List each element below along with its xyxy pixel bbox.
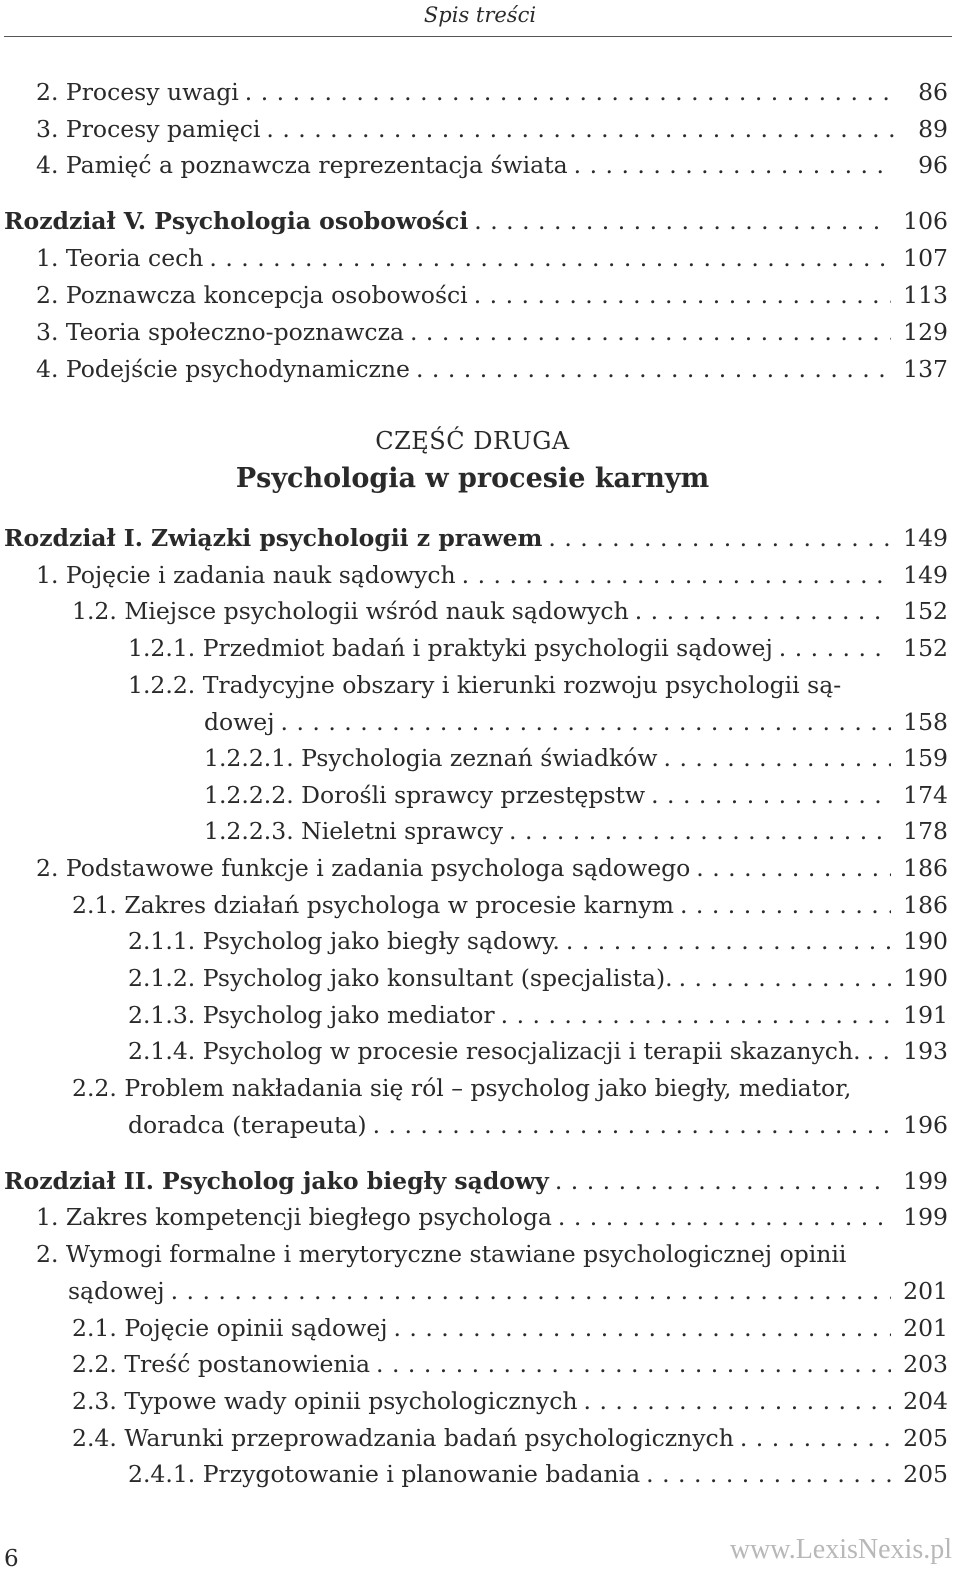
toc-page-number: 159 [903,744,948,772]
leader-dots [558,1199,891,1236]
toc-page-number: 106 [903,207,948,235]
toc-page-number: 199 [903,1203,948,1231]
leader-dots [376,1346,891,1383]
toc-page-number: 89 [918,115,948,143]
toc-page-number: 174 [903,781,948,809]
toc-entry-label: 1. Zakres kompetencji biegłego psychologa [36,1203,552,1231]
toc-entry[interactable] [72,1383,948,1420]
toc-entry-label: 2.3. Typowe wady opinii psychologicznych [72,1387,578,1415]
toc-entry[interactable] [204,777,948,814]
leader-dots [651,777,891,814]
toc-page-number: 201 [903,1277,948,1305]
toc-page-number: 129 [903,318,948,346]
toc-entry[interactable] [72,593,948,630]
toc-page-number: 193 [903,1037,948,1065]
toc-entry[interactable] [204,704,948,741]
leader-dots [501,997,892,1034]
leader-dots [635,593,891,630]
toc-entry-label[interactable]: 2.2. Problem nakładania się ról – psycholog jako biegły, mediator, [72,1074,852,1102]
leader-dots [867,1033,892,1070]
toc-entry-label: 1.2.1. Przedmiot badań i praktyki psychologii sądowej [128,634,773,662]
leader-dots [474,203,891,240]
leader-dots [584,1383,892,1420]
leader-dots [574,147,894,184]
toc-entry[interactable] [36,850,948,887]
leader-dots [664,740,892,777]
toc-entry-label: 2. Procesy uwagi [36,78,239,106]
leader-dots [474,277,891,314]
toc-entry[interactable] [128,1033,948,1070]
toc-entry-label: 2. Podstawowe funkcje i zadania psychologa sądowego [36,854,691,882]
toc-entry-label-continued: dowej [204,708,275,736]
leader-dots [740,1420,891,1457]
toc-entry[interactable] [128,630,948,667]
leader-dots [393,1310,891,1347]
toc-entry-label: 1. Pojęcie i zadania nauk sądowych [36,561,456,589]
leader-dots [509,813,891,850]
toc-entry[interactable] [68,1273,948,1310]
toc-entry-label[interactable]: 2. Wymogi formalne i merytoryczne stawiane psychologicznej opinii [36,1240,847,1268]
leader-dots [416,351,891,388]
toc-entry-label[interactable]: 1.2.2. Tradycyjne obszary i kierunki rozwoju psychologii są- [128,671,842,699]
toc-page-number: 96 [918,151,948,179]
toc-entry[interactable] [128,997,948,1034]
toc-entry[interactable] [36,277,948,314]
toc-entry[interactable] [36,74,948,111]
toc-entry-label: 1. Teoria cech [36,244,204,272]
toc-entry-label: 2.4. Warunki przeprowadzania badań psychologicznych [72,1424,734,1452]
toc-page-number: 113 [903,281,948,309]
toc-entry[interactable] [204,740,948,777]
toc-entry[interactable] [128,1456,948,1493]
toc-entry-label: 2.1.3. Psycholog jako mediator [128,1001,495,1029]
toc-entry-label: 4. Pamięć a poznawcza reprezentacja świata [36,151,568,179]
toc-entry[interactable] [36,314,948,351]
toc-page-number: 107 [903,244,948,272]
toc-page-number: 204 [903,1387,948,1415]
toc-entry[interactable] [36,111,948,148]
toc-entry[interactable] [72,1420,948,1457]
leader-dots [410,314,891,351]
toc-entry[interactable] [128,960,948,997]
toc-entry-label: 2. Poznawcza koncepcja osobowości [36,281,468,309]
toc-page-number: 137 [903,355,948,383]
toc-entry-label: 4. Podejście psychodynamiczne [36,355,410,383]
leader-dots [266,111,894,148]
toc-entry[interactable] [36,351,948,388]
part-title: Psychologia w procesie karnym [235,463,710,494]
toc-entry-label: Rozdział V. Psychologia osobowości [4,207,469,235]
toc-page-number: 191 [903,1001,948,1029]
toc-entry-label: 2.1.4. Psycholog w procesie resocjalizacji i terapii skazanych. [128,1037,861,1065]
toc-page-number: 190 [903,927,948,955]
toc-entry[interactable] [36,557,948,594]
toc-entry-label-continued: sądowej [68,1277,165,1305]
toc-page-number: 201 [903,1314,948,1342]
toc-entry[interactable] [72,1310,948,1347]
leader-dots [555,1163,891,1200]
toc-page-number: 178 [903,817,948,845]
toc-page-number: 86 [918,78,948,106]
toc-entry[interactable] [36,147,948,184]
toc-entry[interactable] [128,923,948,960]
toc-entry[interactable] [204,813,948,850]
toc-entry-label: 1.2.2.2. Dorośli sprawcy przestępstw [204,781,646,809]
toc-chapter-entry[interactable] [4,1163,948,1200]
toc-page-number: 205 [903,1460,948,1488]
toc-entry-label: 1.2. Miejsce psychologii wśród nauk sądowych [72,597,629,625]
toc-entry[interactable] [128,1107,948,1144]
toc-page-number: 205 [903,1424,948,1452]
toc-entry-label: 3. Teoria społeczno-poznawcza [36,318,404,346]
toc-page-number: 203 [903,1350,948,1378]
toc-entry-label: 1.2.2.3. Nieletni sprawcy [204,817,504,845]
toc-entry-label: 2.1.1. Psycholog jako biegły sądowy. [128,927,560,955]
toc-page-number: 190 [903,964,948,992]
leader-dots [245,74,894,111]
part-label: CZĘŚĆ DRUGA [375,427,570,455]
leader-dots [696,850,891,887]
leader-dots [680,887,891,924]
toc-chapter-entry[interactable] [4,203,948,240]
running-header: Spis treści [423,3,537,27]
toc-chapter-entry[interactable] [4,520,948,557]
toc-entry-label: Rozdział II. Psycholog jako biegły sądowy [4,1167,549,1195]
toc-page-number: 199 [903,1167,948,1195]
leader-dots [281,704,892,741]
toc-entry-label: 3. Procesy pamięci [36,115,261,143]
leader-dots [646,1456,891,1493]
toc-entry-label-continued: doradca (terapeuta) [128,1111,367,1139]
toc-entry-label: 2.1. Pojęcie opinii sądowej [72,1314,388,1342]
toc-entry-label: 2.2. Treść postanowienia [72,1350,371,1378]
toc-page-number: 186 [903,891,948,919]
leader-dots [171,1273,892,1310]
leader-dots [679,960,892,997]
leader-dots [779,630,891,667]
leader-dots [462,557,891,594]
toc-entry-label: 2.1. Zakres działań psychologa w procesie karnym [72,891,674,919]
toc-entry[interactable] [36,1199,948,1236]
leader-dots [373,1107,892,1144]
toc-page-number: 186 [903,854,948,882]
publisher-url[interactable]: www.LexisNexis.pl [729,1534,952,1565]
toc-entry-label: 2.1.2. Psycholog jako konsultant (specjalista). [128,964,673,992]
toc-entry[interactable] [72,887,948,924]
leader-dots [566,923,891,960]
toc-page-number: 149 [903,524,948,552]
toc-entry[interactable] [36,240,948,277]
toc-page-number: 152 [903,597,948,625]
toc-entry-label: 1.2.2.1. Psychologia zeznań świadków [204,744,658,772]
leader-dots [209,240,891,277]
leader-dots [548,520,891,557]
toc-page-number: 149 [903,561,948,589]
toc-page-number: 196 [903,1111,948,1139]
page-number: 6 [4,1546,19,1572]
toc-page-number: 158 [903,708,948,736]
toc-entry[interactable] [72,1346,948,1383]
toc-page-number: 152 [903,634,948,662]
toc-entry-label: 2.4.1. Przygotowanie i planowanie badania [128,1460,641,1488]
toc-entry-label: Rozdział I. Związki psychologii z prawem [4,524,543,552]
